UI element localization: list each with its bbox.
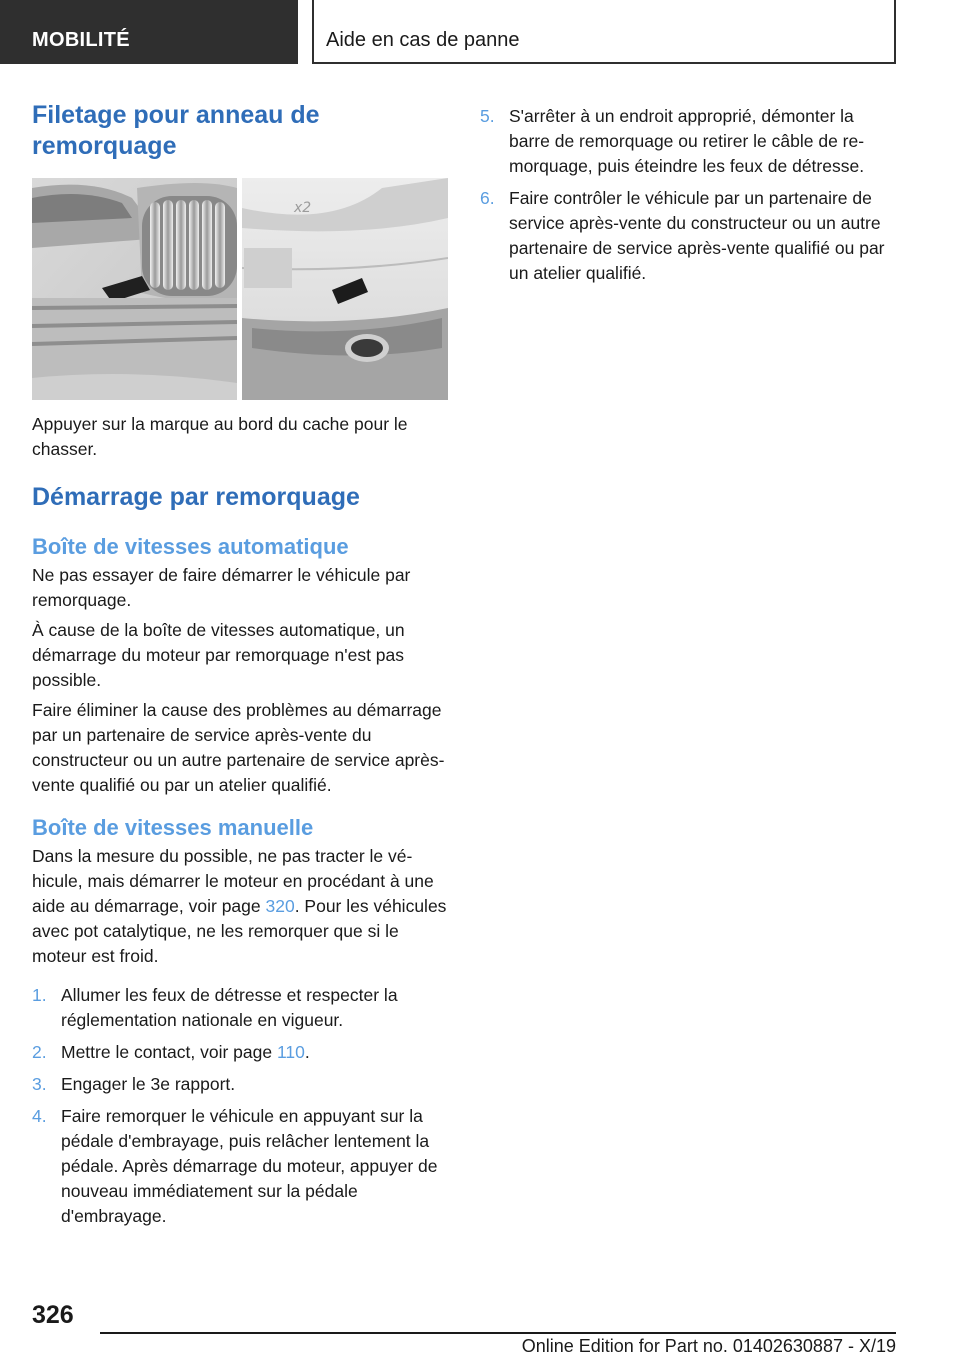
heading-boite-auto: Boîte de vitesses automatique — [32, 534, 349, 559]
figure-caption: Appuyer sur la marque au bord du cache pour le chasser. — [32, 414, 408, 459]
list-item: 4. Faire remorquer le véhicule en appuyant sur la pédale d'embrayage, puis relâcher lentement la pédale. Après démarrage du moteur, appuyer de nouveau immédiatement sur la pédale d'embrayage. — [32, 1106, 438, 1226]
footer-divider — [100, 1332, 896, 1334]
heading-filetage: Filetage pour anneau de remorquage — [32, 101, 320, 160]
page-number: 326 — [32, 1301, 74, 1329]
heading-demarrage: Démarrage par remorquage — [32, 483, 360, 511]
steps-list-right — [480, 104, 898, 286]
chapter-tab: MOBILITÉ — [0, 0, 298, 64]
auto-paragraph-3: Faire éliminer la cause des problèmes au démarrage par un partenaire de service après-vente du constructeur ou un autre partenaire de service après-vente qualifié ou par un atelier qualifié. — [32, 700, 445, 795]
list-item: 3. Engager le 3e rapport. — [32, 1074, 236, 1094]
kidney-grille — [142, 196, 237, 296]
heading-boite-manuelle: Boîte de vitesses manuelle — [32, 815, 314, 840]
section-title: Aide en cas de panne — [312, 0, 896, 64]
footer-edition: Online Edition for Part no. 01402630887 - X/19 — [521, 1336, 896, 1356]
auto-paragraph-1: Ne pas essayer de faire démarrer le véhicule par remorquage. — [32, 565, 411, 610]
left-column — [32, 100, 448, 1229]
exhaust-pipe — [345, 334, 389, 362]
list-item: 6. Faire contrôler le véhicule par un partenaire de service après-vente du constructeur ou un autre partenaire de service après-vente qualifié ou par un atelier qualifié. — [480, 188, 885, 283]
right-column — [480, 100, 898, 286]
model-badge: x2 — [294, 200, 312, 216]
steps-list-left — [32, 983, 448, 1229]
auto-paragraph-2: À cause de la boîte de vitesses automatique, un démarrage du moteur par remorquage n'est pas possible. — [32, 620, 405, 690]
list-item: 1. Allumer les feux de détresse et respecter la réglementation nationale en vigueur. — [32, 985, 398, 1030]
car-towing-eye-illustration — [32, 178, 448, 400]
list-item: 5. S'arrêter à un endroit approprié, démonter la barre de remorquage ou retirer le câble de remorquage, puis éteindre les feux de détresse. — [480, 106, 865, 176]
page-link-110[interactable]: 110 — [276, 1042, 305, 1062]
page-link-320[interactable]: 320 — [265, 896, 295, 916]
manual-paragraph: Dans la mesure du possible, ne pas tracter le véhicule, mais démarrer le moteur en procédant à une aide au démarrage, voir page 320. Pour les véhicules avec pot catalytique, ne les remorquer que si le moteur est froid. — [32, 846, 447, 966]
list-item: 2. Mettre le contact, voir page 110. — [32, 1042, 310, 1062]
